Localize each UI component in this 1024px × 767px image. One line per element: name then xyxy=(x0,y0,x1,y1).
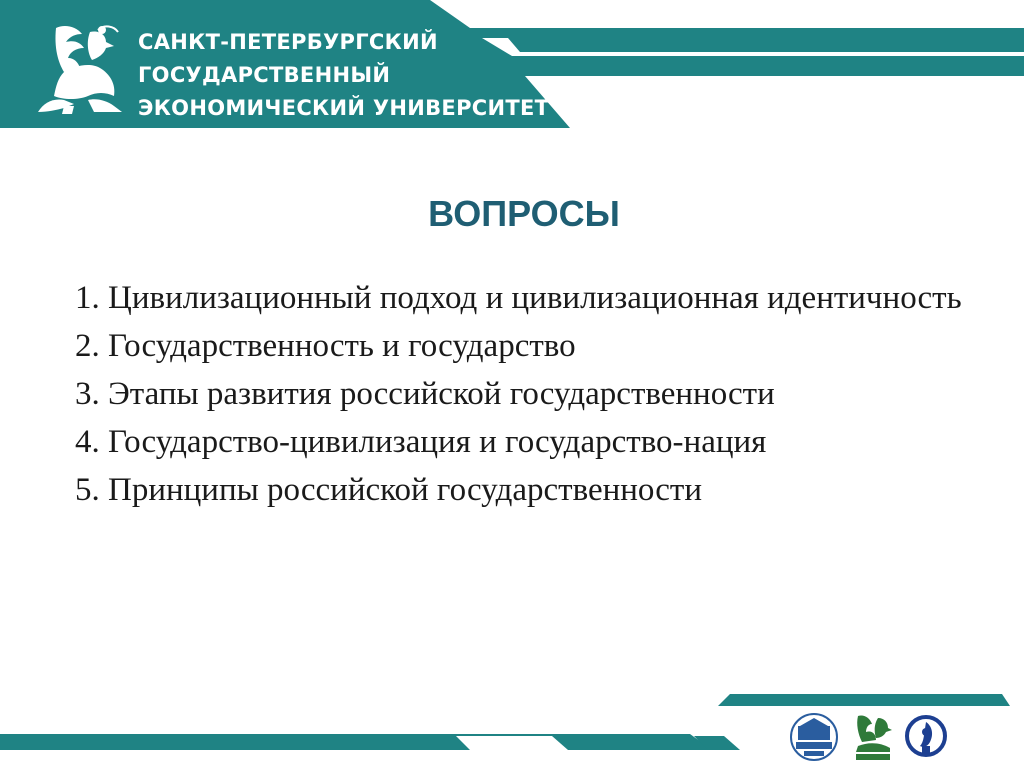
university-seal-logo xyxy=(788,712,840,762)
griffin-logo-icon xyxy=(34,22,126,118)
university-name xyxy=(138,26,549,125)
question-item: 5. Принципы российской государственности xyxy=(75,472,702,508)
slide-title: ВОПРОСЫ xyxy=(428,193,620,234)
university-name-line-1: САНКТ-ПЕТЕРБУРГСКИЙ xyxy=(138,30,438,54)
question-item: 4. Государство-цивилизация и государство-нация xyxy=(75,424,767,460)
footer-band-segment xyxy=(456,736,568,750)
university-name-line-2: ГОСУДАРСТВЕННЫЙ xyxy=(138,63,391,87)
question-item: 2. Государственность и государство xyxy=(75,328,576,364)
griffin-small-logo xyxy=(850,712,896,764)
question-item: 3. Этапы развития российской государственности xyxy=(75,376,775,412)
university-name-line-3: ЭКОНОМИЧЕСКИЙ УНИВЕРСИТЕТ xyxy=(138,96,550,120)
question-item: 1. Цивилизационный подход и цивилизационная идентичность xyxy=(75,280,962,316)
questions-list xyxy=(75,274,975,514)
footer-lower-band xyxy=(0,734,712,750)
footer-upper-stripe xyxy=(718,694,1010,706)
header-accent-stripe xyxy=(508,38,1024,52)
blue-emblem-logo xyxy=(904,712,948,762)
